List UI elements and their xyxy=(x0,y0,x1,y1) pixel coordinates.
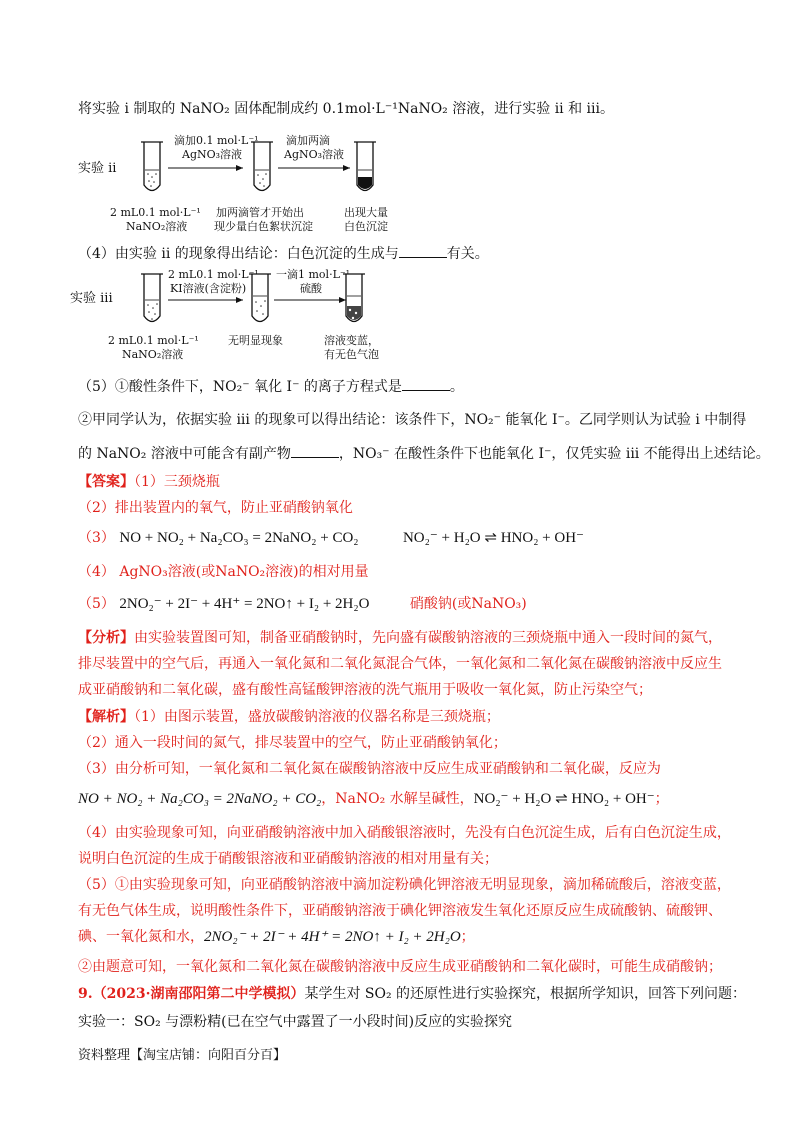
q4-blank xyxy=(399,243,447,258)
exp2-tube1-caption-1: 2 mL0.1 mol·L⁻¹ xyxy=(110,206,201,219)
explain-line-6: 说明白色沉淀的生成于硝酸银溶液和亚硝酸钠溶液的相对用量有关； xyxy=(78,851,498,867)
answer-2: （2）排出装置内的氧气，防止亚硝酸钠氧化 xyxy=(78,500,353,516)
explain-eq1: NO + NO₂ + Na₂CO₃ = 2NaNO₂ + CO₂ xyxy=(78,791,322,807)
exp2-arrow2-top: 滴加两滴 xyxy=(286,134,330,147)
q5a-blank xyxy=(402,376,450,391)
answer-5 xyxy=(78,594,527,614)
q4-end: 有关。 xyxy=(446,246,489,262)
answer-line-1 xyxy=(78,472,220,492)
exp3-tube1-caption-2: NaNO₂溶液 xyxy=(122,348,184,361)
explain-end: ； xyxy=(654,791,669,807)
explain-line-3: （3）由分析可知，一氧化氮和二氧化氮在碳酸钠溶液中反应生成亚硝酸钠和二氧化碳，反应为 xyxy=(78,761,661,777)
q5a-end: 。 xyxy=(449,379,464,395)
experiment-ii-diagram xyxy=(78,130,498,240)
q9-source: （2023·湖南邵阳第二中学模拟） xyxy=(92,986,305,1002)
answer-3 xyxy=(78,528,584,548)
answer-5-extra: 硝酸钠(或NaNO₃) xyxy=(409,596,527,612)
exp3-arrow2-bottom: 硫酸 xyxy=(300,282,322,295)
exp3-label: 实验 iii xyxy=(70,291,113,306)
answer-1: （1）三颈烧瓶 xyxy=(134,474,220,490)
q5a-text: （5）①酸性条件下，NO₂⁻ 氧化 I⁻ 的离子方程式是 xyxy=(78,379,402,395)
exp3-arrow1-bottom: KI溶液(含淀粉) xyxy=(170,282,247,295)
analysis-tag: 【分析】 xyxy=(78,630,134,646)
explain-mid: ，NaNO₂ 水解呈碱性， xyxy=(321,791,474,807)
exp2-arrow1-bottom: AgNO₃溶液 xyxy=(182,148,243,161)
question-9 xyxy=(78,984,746,1004)
answer-3-eq2: NO₂⁻ + H₂O ⇌ HNO₂ + OH⁻ xyxy=(402,530,584,546)
explain-tag: 【解析】 xyxy=(78,709,134,725)
explain-text-1: （1）由图示装置，盛放碳酸钠溶液的仪器名称是三颈烧瓶； xyxy=(134,709,500,725)
q4-text: （4）由实验 ii 的现象得出结论：白色沉淀的生成与 xyxy=(78,246,399,262)
explain-9-eq: 2NO₂⁻ + 2I⁻ + 4H⁺ = 2NO↑ + I₂ + 2H₂O xyxy=(204,929,461,945)
exp3-tube3-caption-2: 有无色气泡 xyxy=(324,348,379,361)
analysis-text-1: 由实验装置图可知，制备亚硝酸钠时，先向盛有碳酸钠溶液的三颈烧瓶中通入一段时间的氮气， xyxy=(134,630,722,646)
answer-3-eq1: NO + NO₂ + Na₂CO₃ = 2NaNO₂ + CO₂ xyxy=(119,530,359,546)
question-5b-line1: ②甲同学认为，依据实验 iii 的现象可以得出结论：该条件下，NO₂⁻ 能氧化 I⁻。乙同学则认为试验 i 中制得 xyxy=(78,412,747,428)
exp3-arrow2-top: 一滴1 mol·L⁻¹ xyxy=(276,268,351,281)
analysis-line-2: 排尽装置中的空气后，再通入一氧化氮和二氧化氮混合气体，一氧化氮和二氧化氮在碳酸钠溶液中反应生 xyxy=(78,656,722,672)
explain-eq2: NO₂⁻ + H₂O ⇌ HNO₂ + OH⁻ xyxy=(473,791,655,807)
answer-5-eq: 2NO₂⁻ + 2I⁻ + 4H⁺ = 2NO↑ + I₂ + 2H₂O xyxy=(119,596,370,612)
answer-5-prefix: （5） xyxy=(78,596,115,612)
exp2-tube2-caption-2: 现少量白色絮状沉淀 xyxy=(214,220,313,233)
exp2-tube2-caption-1: 加两滴管才开始出 xyxy=(216,206,304,219)
exp2-label: 实验 ii xyxy=(78,161,117,176)
exp2-tube1-caption-2: NaNO₂溶液 xyxy=(126,220,188,233)
explain-line-9 xyxy=(78,927,475,947)
explain-line-10: ②由题意可知，一氧化氮和二氧化氮在碳酸钠溶液中反应生成亚硝酸钠和二氧化碳时，可能生成硝酸钠； xyxy=(78,959,722,975)
answer-3-prefix: （3） xyxy=(78,530,115,546)
exp3-arrow1-top: 2 mL0.1 mol·L⁻¹ xyxy=(168,268,259,281)
question-5a xyxy=(78,376,464,397)
explain-line-1 xyxy=(78,707,500,727)
exp2-arrow2-bottom: AgNO₃溶液 xyxy=(284,148,345,161)
q5b-text-b: ，NO₃⁻ 在酸性条件下也能氧化 I⁻，仅凭实验 iii 不能得出上述结论。 xyxy=(338,446,770,462)
explain-line-5: （4）由实验现象可知，向亚硝酸钠溶液中加入硝酸银溶液时，先没有白色沉淀生成，后有白色沉淀生成， xyxy=(78,825,731,841)
exp3-tube1-caption-1: 2 mL0.1 mol·L⁻¹ xyxy=(108,334,199,347)
question-5b-line2 xyxy=(78,443,770,464)
exp2-arrow1-top: 滴加0.1 mol·L⁻¹ xyxy=(174,134,259,147)
analysis-line-1 xyxy=(78,628,722,648)
footer-source: 资料整理【淘宝店铺：向阳百分百】 xyxy=(78,1048,287,1063)
explain-line-2: （2）通入一段时间的氮气，排尽装置中的空气，防止亚硝酸钠氧化； xyxy=(78,735,507,751)
exp3-tube3-caption-1: 溶液变蓝， xyxy=(324,334,379,347)
question-4 xyxy=(78,243,489,264)
exp2-tube3-caption-2: 白色沉淀 xyxy=(344,220,388,233)
experiment-iii-diagram xyxy=(70,266,498,366)
q9-number: 9. xyxy=(78,986,93,1002)
intro-text: 将实验 i 制取的 NaNO₂ 固体配制成约 0.1mol·L⁻¹NaNO₂ 溶液，进行实验 ii 和 iii。 xyxy=(78,101,614,117)
explain-9-end: ； xyxy=(460,929,475,945)
q9-text: 某学生对 SO₂ 的还原性进行实验探究，根据所学知识，回答下列问题： xyxy=(304,986,747,1002)
q5b-blank xyxy=(291,443,339,458)
exp2-tube3-caption-1: 出现大量 xyxy=(344,206,388,219)
answer-4: （4） AgNO₃溶液(或NaNO₂溶液)的相对用量 xyxy=(78,564,369,580)
analysis-line-3: 成亚硝酸钠和二氧化碳，盛有酸性高锰酸钾溶液的洗气瓶用于吸收一氧化氮，防止污染空气； xyxy=(78,682,652,698)
exp3-tube2-caption-1: 无明显现象 xyxy=(228,334,283,347)
answer-tag: 【答案】 xyxy=(78,474,134,490)
explain-line-8: 有无色气体生成，说明酸性条件下，亚硝酸钠溶液于碘化钾溶液发生氧化还原反应生成硫酸钠、硫酸钾、 xyxy=(78,903,722,919)
experiment-1-title: 实验一：SO₂ 与漂粉精(已在空气中露置了一小段时间)反应的实验探究 xyxy=(78,1014,513,1030)
explain-line-4 xyxy=(78,789,669,809)
explain-line-7: （5）①由实验现象可知，向亚硝酸钠溶液中滴加淀粉碘化钾溶液无明显现象，滴加稀硫酸后，溶液变蓝， xyxy=(78,877,731,893)
explain-9a: 碘、一氧化氮和水， xyxy=(78,929,204,945)
q5b-text-a: 的 NaNO₂ 溶液中可能含有副产物 xyxy=(78,446,291,462)
